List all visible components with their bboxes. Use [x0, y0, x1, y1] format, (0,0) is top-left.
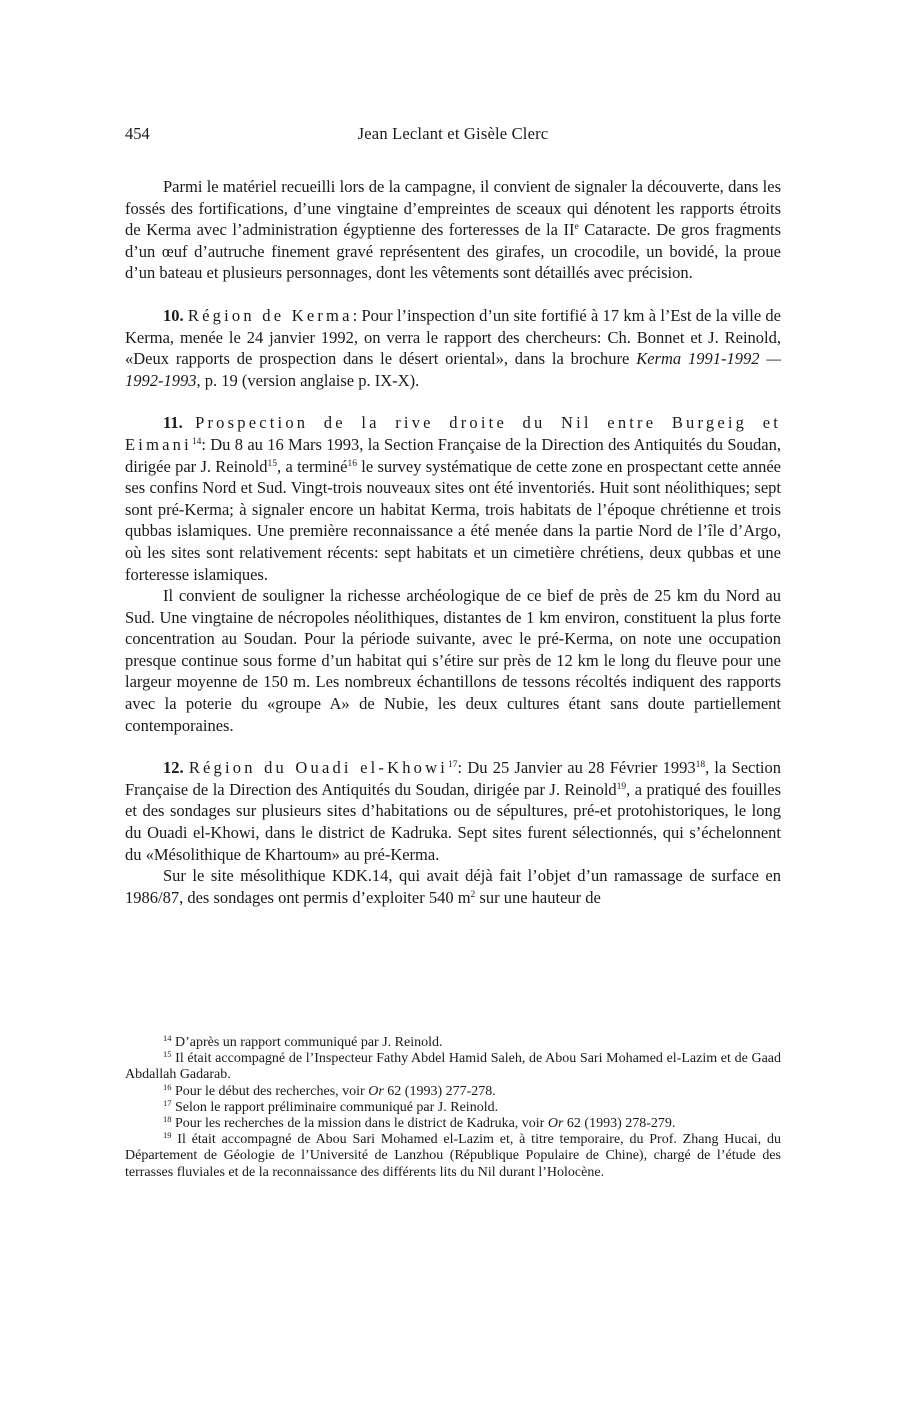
page-header [125, 124, 781, 148]
running-head: Jean Leclant et Gisèle Clerc [357, 124, 549, 143]
section-12-paragraph-2: Sur le site mésolithique KDK.14, qui avait déjà fait l’objet d’un ramassage de surface en 1986/87, des sondages ont permis d’exploiter 540 $m^2$ sur une hauteur de [125, 866, 781, 907]
body-text [125, 176, 781, 908]
page-number: 454 [125, 124, 150, 143]
footnote: $^{18}$ Pour les recherches de la mission dans le district de Kadruka, voir Or 62 (1993) 278-279. [163, 1114, 676, 1132]
footnote-ref: 17 [448, 760, 458, 771]
section-title: Région de Kerma [187, 305, 353, 325]
section-11-paragraph: 11. Prospection de la rive droite du Nil entre Burgeig et Eimani$^{14}$: Du 8 au 16 Mars 1993, la Section Française de la Direction des Antiquités du Soudan, dirigée par J. Reinold$^{15}$, a terminé$^{16}$ le survey systématique de cette zone en prospectant cette année ses confins Nord et Sud. Vingt-trois nouveaux sites ont été inventoriés. Huit sont néolithiques; sept sont pré-Kerma; à signaler encore un habitat Kerma, trois habitats de l’époque chrétienne et trois qubbas islamiques. Une première reconnaissance a été menée dans la partie Nord de l’île d’Argo, où les sites sont relativement récents: sept habitats et un cimetière chrétiens, deux qubbas et une forteresse islamiques. [125, 413, 781, 584]
section-number: 12. [163, 758, 184, 778]
footnote-ref: 14 [191, 436, 202, 447]
footnote: $^{15}$ Il était accompagné de l’Inspecteur Fathy Abdel Hamid Saleh, de Abou Sari Mohamed el-Lazim et de Gaad Abdallah Gadarab. [125, 1049, 781, 1083]
footnote: $^{19}$ Il était accompagné de Abou Sari Mohamed el-Lazim et, à titre temporaire, du Prof. Zhang Hucai, du Département de Géologie de l’Université de Lanzhou (République Populaire de Chine), chargé de l’étude des terrasses fluviales et de la reconnaissance des différents lits du Nil durant l’Holocène. [125, 1130, 781, 1180]
footnote-ref: 16 [347, 458, 357, 469]
section-title: Région du Ouadi el-Khowi [188, 758, 449, 778]
footnote: $^{17}$ Selon le rapport préliminaire communiqué par J. Reinold. [163, 1097, 499, 1115]
footnote-ref: 19 [616, 781, 627, 792]
section-number: 10. [163, 305, 184, 325]
section-11-paragraph-2: Il convient de souligner la richesse archéologique de ce bief de près de 25 km du Nord au Sud. Une vingtaine de nécropoles néolithiques, distantes de 1 km environ, constituent la plus forte concentration au Soudan. Pour la période suivante, avec le pré-Kerma, on note une occupation presque continue sous forme d’un habitat qui s’étire sur près de 12 km le long du fleuve pour une largeur moyenne de 150 m. Les nombreux échantillons de tessons récoltés indiquent des rapports avec la poterie du «groupe A» de Nubie, les deux cultures étant sans doute partiellement contemporaines. [125, 586, 781, 735]
footnote: $^{16}$ Pour le début des recherches, voir Or 62 (1993) 277-278. [163, 1081, 496, 1099]
footnotes [125, 1035, 781, 1181]
section-12-paragraph: 12. Région du Ouadi el-Khowi$^{17}$: Du 25 Janvier au 28 Février 1993$^{18}$, la Section Française de la Direction des Antiquités du Soudan, dirigée par J. Reinold$^{19}$, a pratiqué des fouilles et des sondages sur plusieurs sites d’habitations ou de sépultures, pré-et protohistoriques, le long du Ouadi el-Khowi, dans le district de Kadruka. Sept sites furent sélectionnés, qui s’échelonnent du «Mésolithique de Khartoum» au pré-Kerma. [125, 758, 782, 864]
document-page [125, 0, 781, 1416]
section-title: Prospection de la rive droite du Nil entre Burgeig et Eimani [125, 413, 781, 454]
section-10-paragraph: 10. Région de Kerma: Pour l’inspection d’un site fortifié à 17 km à l’Est de la ville de Kerma, menée le 24 janvier 1992, on verra le rapport des chercheurs: Ch. Bonnet et J. Reinold, «Deux rapports de prospection dans le désert oriental», dans la brochure Kerma 1991-1992 — 1992-1993, p. 19 (version anglaise p. IX-X). [125, 305, 781, 390]
footnote-ref: 15 [267, 458, 278, 469]
footnote: $^{14}$ D’après un rapport communiqué par J. Reinold. [163, 1033, 443, 1050]
intro-paragraph: Parmi le matériel recueilli lors de la campagne, il convient de signaler la découverte, dans les fossés des fortifications, d’une vingtaine d’empreintes de sceaux qui dénotent les rapports étroits de Kerma avec l’administration égyptienne des forteresses de la IIe Cataracte. De gros fragments d’un œuf d’autruche finement gravé représentent des girafes, un crocodile, un bovidé, la proue d’un bateau et plusieurs personnages, dont les vêtements sont détaillés avec précision. [125, 177, 781, 283]
section-number: 11. [163, 413, 183, 433]
footnote-ref: 18 [695, 760, 706, 771]
